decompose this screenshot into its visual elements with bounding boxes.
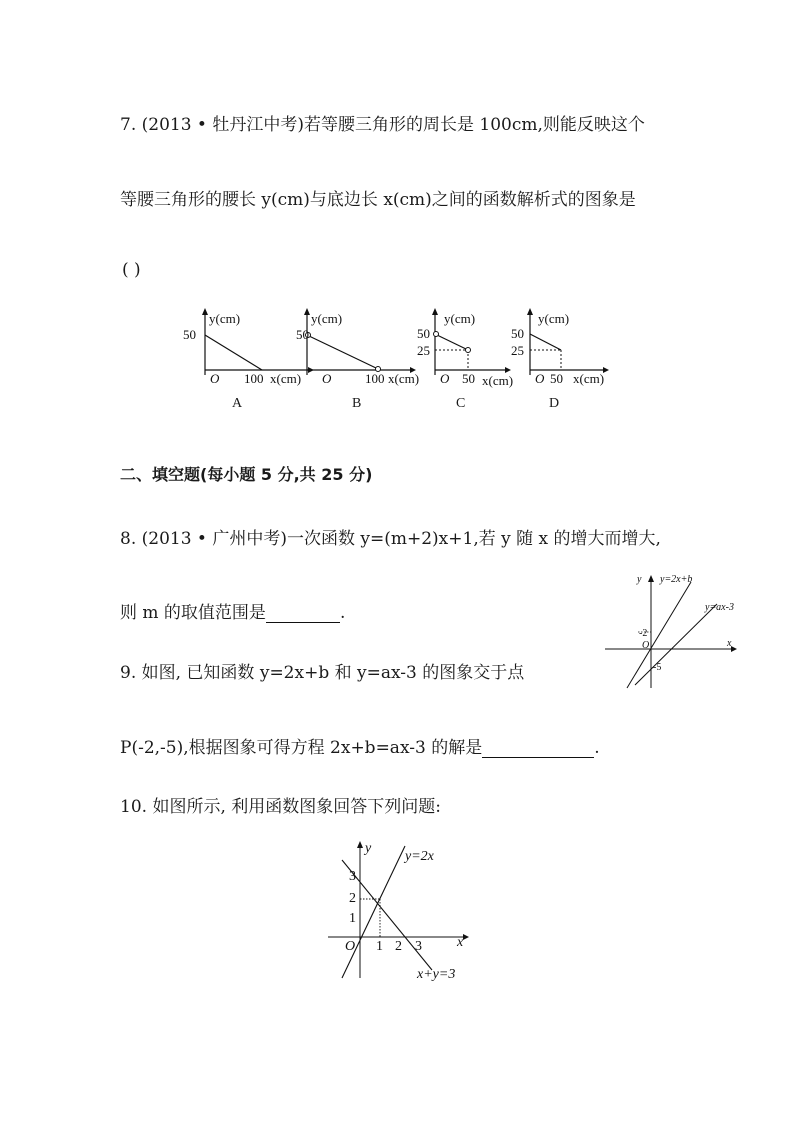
graph-line bbox=[309, 336, 376, 368]
q9-line2 bbox=[120, 733, 600, 758]
x-tick-50: 50 bbox=[550, 371, 563, 386]
x-tick-1: 1 bbox=[376, 939, 383, 954]
q8-line2 bbox=[120, 598, 345, 623]
y-tick-50: 50 bbox=[417, 326, 430, 341]
q8-answer-blank[interactable] bbox=[266, 604, 340, 623]
tick-neg5: -5 bbox=[653, 662, 662, 673]
line2-label: y=ax-3 bbox=[705, 602, 734, 613]
q8-line1: 8. (2013 • 广州中考)一次函数 y=(m+2)x+1,若 y 随 x 的增大而增大, bbox=[120, 529, 661, 549]
y-tick-25: 25 bbox=[511, 343, 524, 358]
line1-label: y=2x+b bbox=[660, 574, 693, 585]
q8-line2-text: 则 m 的取值范围是 bbox=[120, 603, 266, 623]
q10-graph bbox=[325, 838, 475, 983]
x-label: x(cm) bbox=[482, 373, 514, 388]
line1-label: y=2x bbox=[405, 849, 434, 864]
q7-line1: 7. (2013 • 牡丹江中考)若等腰三角形的周长是 100cm,则能反映这个 bbox=[120, 115, 645, 135]
x-axis-arrow bbox=[731, 646, 737, 652]
y-label: y(cm) bbox=[444, 311, 476, 326]
y-axis-arrow bbox=[432, 308, 438, 315]
line2-label: x+y=3 bbox=[417, 967, 456, 982]
q7-line2: 等腰三角形的腰长 y(cm)与底边长 x(cm)之间的函数解析式的图象是 bbox=[120, 190, 636, 210]
x-label: x(cm) bbox=[270, 371, 302, 386]
q9-graph bbox=[605, 570, 745, 690]
x-tick-50: 50 bbox=[462, 371, 475, 386]
y-label: y(cm) bbox=[311, 311, 343, 326]
x-tick-100: 100 bbox=[365, 371, 385, 386]
y-tick-25: 25 bbox=[417, 343, 430, 358]
q9-line2-end: . bbox=[594, 738, 600, 758]
y-tick-50: 50 bbox=[296, 327, 309, 342]
x-label: x(cm) bbox=[388, 371, 420, 386]
origin-label: O bbox=[642, 640, 650, 651]
y-axis-arrow bbox=[648, 575, 654, 582]
y-label: y(cm) bbox=[538, 311, 570, 326]
y-axis-arrow bbox=[202, 308, 208, 315]
section-heading: 二、填空题(每小题 5 分,共 25 分) bbox=[120, 465, 373, 484]
q9-line2-text: P(-2,-5),根据图象可得方程 2x+b=ax-3 的解是 bbox=[120, 738, 483, 758]
q7-caption-d: D bbox=[549, 396, 560, 411]
q7-answer-paren: ( ) bbox=[122, 260, 141, 280]
graph-line bbox=[205, 335, 262, 370]
origin-label: O bbox=[210, 371, 220, 386]
x-axis-label: x bbox=[727, 638, 732, 649]
q8-line2-end: . bbox=[339, 603, 346, 623]
y-tick-50: 50 bbox=[511, 326, 524, 341]
y-axis-arrow bbox=[527, 308, 533, 315]
y-axis-arrow bbox=[304, 308, 310, 315]
graph-line bbox=[530, 334, 561, 350]
origin-label: O bbox=[345, 939, 356, 954]
origin-label: O bbox=[322, 371, 332, 386]
q7-graph-c bbox=[410, 305, 520, 388]
q9-line1: 9. 如图, 已知函数 y=2x+b 和 y=ax-3 的图象交于点 bbox=[120, 663, 525, 683]
x-tick-2: 2 bbox=[395, 939, 402, 954]
x-tick-100: 100 bbox=[244, 371, 264, 386]
open-circle-end bbox=[466, 348, 471, 353]
x-tick-3: 3 bbox=[415, 939, 422, 954]
y-axis-label: y bbox=[637, 574, 642, 585]
y-tick-2: 2 bbox=[349, 891, 356, 906]
graph-line bbox=[437, 335, 466, 349]
origin-label: O bbox=[440, 371, 450, 386]
tick-neg2: -2 bbox=[639, 628, 648, 639]
y-axis-label: y bbox=[365, 841, 372, 856]
q7-caption-b: B bbox=[352, 396, 362, 411]
q10-line1: 10. 如图所示, 利用函数图象回答下列问题: bbox=[120, 797, 441, 817]
q7-graph-d bbox=[505, 305, 625, 385]
y-tick-1: 1 bbox=[349, 911, 356, 926]
y-axis-arrow bbox=[357, 841, 363, 848]
open-circle-start bbox=[434, 332, 439, 337]
origin-label: O bbox=[535, 371, 545, 386]
q7-graph-b bbox=[282, 305, 420, 386]
y-label: y(cm) bbox=[209, 311, 241, 326]
y-tick-50: 50 bbox=[183, 327, 196, 342]
y-tick-3: 3 bbox=[349, 869, 356, 884]
x-label: x(cm) bbox=[573, 371, 605, 386]
x-axis-arrow bbox=[463, 934, 469, 940]
q7-caption-a: A bbox=[232, 396, 243, 411]
x-axis-label: x bbox=[457, 935, 464, 950]
q7-caption-c: C bbox=[456, 396, 466, 411]
q9-answer-blank[interactable] bbox=[482, 739, 594, 758]
